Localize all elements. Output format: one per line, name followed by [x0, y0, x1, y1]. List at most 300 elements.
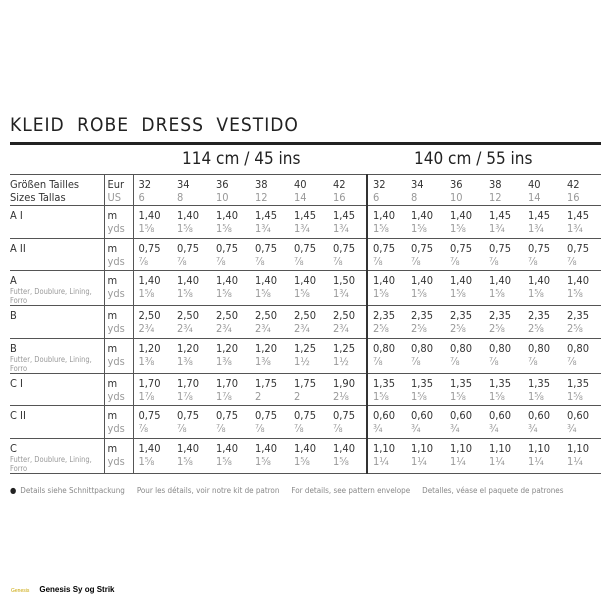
yards-value: 10 [450, 191, 463, 204]
yards-value: 8 [411, 191, 418, 204]
meters-value: 2,35 [411, 309, 434, 322]
yards-value: ⅞ [567, 354, 577, 368]
meters-value: 2,50 [333, 309, 356, 322]
yards-value: 1⅝ [216, 454, 232, 468]
meters-value: 0,75 [294, 241, 317, 255]
yards-value: 1⅝ [450, 287, 466, 300]
yardage-cell [562, 306, 601, 339]
text: Futter, Doublure, Lining, Forro [10, 287, 92, 305]
yardage-cell [406, 206, 445, 239]
size-column [523, 175, 562, 206]
table-row [10, 338, 601, 373]
yardage-cell [289, 238, 328, 271]
yardage-cell [133, 271, 172, 306]
yards-value: 2¾ [177, 322, 193, 335]
yards-value: 2⅝ [373, 322, 389, 335]
yardage-cell [250, 438, 289, 473]
yards-value: 1⅞ [138, 389, 155, 403]
meters-value: 0,80 [567, 341, 590, 355]
yardage-cell [133, 373, 172, 406]
yards-value: ⅞ [177, 422, 187, 435]
meters-value: 0,80 [411, 341, 434, 355]
meters-value: 2,50 [216, 309, 239, 322]
meters-value: 1,45 [333, 209, 356, 222]
yards-value: ⅞ [255, 254, 265, 268]
yards-value: yds [107, 389, 125, 403]
yards-value: ⅞ [450, 254, 460, 268]
yardage-cell [250, 338, 289, 373]
meters-value: 1,40 [489, 274, 512, 287]
yards-value: ⅞ [333, 422, 343, 435]
yardage-cell [406, 373, 445, 406]
meters-value: 36 [450, 178, 463, 191]
yardage-cell [484, 206, 523, 239]
meters-value: 1,35 [450, 376, 473, 390]
meters-value: m [107, 376, 118, 390]
yardage-cell [250, 373, 289, 406]
yardage-cell [445, 373, 484, 406]
yards-value: 1⅝ [177, 454, 193, 468]
yards-value: ¾ [411, 422, 421, 435]
yards-value: 1¼ [567, 454, 583, 468]
yards-value: 2⅝ [450, 322, 466, 335]
meters-value: 0,75 [294, 409, 317, 422]
yardage-cell [172, 306, 211, 339]
yards-value: 16 [333, 191, 346, 204]
meters-value: 1,10 [489, 441, 512, 455]
yardage-cell [172, 238, 211, 271]
meters-value: 1,40 [216, 441, 239, 455]
yards-value: 1¾ [567, 222, 583, 235]
meters-value: 36 [216, 178, 229, 191]
meters-value: 1,50 [333, 274, 356, 287]
meters-value: 0,60 [373, 409, 396, 422]
meters-value: 0,75 [567, 241, 590, 255]
meters-value: 0,75 [411, 241, 434, 255]
yards-value: 1⅝ [138, 287, 155, 300]
yards-value: 1¾ [528, 222, 544, 235]
size-column [445, 175, 484, 206]
footnote: ● Details siehe Schnittpackung Pour les détails, voir notre kit de patron For details, see pattern envelope Detalles, véase el paquete de patrones [10, 486, 564, 495]
yards-value: 1⅞ [177, 389, 193, 403]
yards-value: 1¼ [411, 454, 427, 468]
yardage-cell [133, 338, 172, 373]
yards-value: 1¼ [489, 454, 505, 468]
yardage-cell [445, 238, 484, 271]
yards-value: 1⅜ [138, 354, 155, 368]
size-column [367, 175, 406, 206]
meters-value: A I [10, 209, 23, 222]
yards-value: yds [107, 222, 125, 235]
text: Futter, Doublure, Lining, Forro [10, 354, 92, 373]
yards-value: 1⅝ [255, 454, 271, 468]
meters-value: 0,75 [255, 241, 278, 255]
view-label [10, 338, 104, 373]
yards-value: ⅞ [411, 354, 421, 368]
yards-value: ⅞ [411, 254, 421, 268]
yards-value: 1⅝ [138, 454, 155, 468]
size-column [484, 175, 523, 206]
yardage-cell [328, 406, 367, 439]
yards-value: ⅞ [567, 254, 577, 268]
yards-value: ⅞ [255, 422, 265, 435]
meters-value: 1,40 [177, 209, 200, 222]
yards-value: 1⅝ [138, 222, 155, 235]
yards-value: 1⅝ [216, 287, 232, 300]
view-label [10, 438, 104, 473]
yards-value: 2¾ [294, 322, 310, 335]
meters-value: 40 [528, 178, 541, 191]
units [104, 238, 133, 271]
yardage-cell [211, 206, 250, 239]
yards-value: ⅞ [294, 254, 304, 268]
yardage-cell [523, 306, 562, 339]
meters-value: 1,40 [373, 274, 396, 287]
yards-value: 1⅝ [567, 287, 583, 300]
yards-value: 1½ [333, 354, 349, 368]
meters-value: 1,35 [489, 376, 512, 390]
yards-value: ⅞ [294, 422, 304, 435]
yards-value: ⅞ [216, 254, 226, 268]
yardage-cell [328, 238, 367, 271]
yardage-cell [406, 238, 445, 271]
size-column [211, 175, 250, 206]
yards-value: 1⅜ [216, 354, 232, 368]
yards-value: 1¾ [489, 222, 505, 235]
yards-value: ⅞ [138, 254, 149, 268]
yards-value: ⅞ [216, 422, 226, 435]
yardage-cell [250, 206, 289, 239]
meters-value: 0,80 [489, 341, 512, 355]
yardage-cell [484, 406, 523, 439]
yardage-cell [406, 438, 445, 473]
yards-value: 10 [216, 191, 229, 204]
units [104, 406, 133, 439]
meters-value: 0,75 [216, 241, 239, 255]
meters-value: 1,40 [373, 209, 396, 222]
yards-value: ⅞ [489, 254, 499, 268]
meters-value: 42 [333, 178, 346, 191]
meters-value: 40 [294, 178, 307, 191]
yardage-cell [250, 271, 289, 306]
yards-value: 1⅝ [411, 287, 427, 300]
yardage-cell [523, 206, 562, 239]
meters-value: 0,75 [138, 241, 161, 255]
yards-value: yds [107, 354, 125, 368]
brand-footer [11, 585, 114, 594]
yards-value: 1½ [294, 354, 310, 368]
meters-value: m [107, 274, 118, 287]
meters-value: 32 [373, 178, 386, 191]
meters-value: 1,35 [528, 376, 551, 390]
yards-value: 1⅝ [294, 454, 310, 468]
yardage-cell [289, 306, 328, 339]
meters-value: 1,40 [138, 274, 161, 287]
yards-value: ¾ [528, 422, 538, 435]
yardage-cell [406, 306, 445, 339]
meters-value: 1,70 [216, 376, 239, 390]
meters-value: 1,75 [255, 376, 278, 390]
yards-value: 14 [294, 191, 307, 204]
yards-value: ⅞ [373, 354, 383, 368]
meters-value: Größen Tailles [10, 178, 80, 191]
yardage-cell [562, 438, 601, 473]
brand-logo: Genesis [11, 588, 30, 594]
yards-value: yds [107, 287, 125, 300]
meters-value: 0,75 [255, 409, 278, 422]
units [104, 438, 133, 473]
meters-value: 1,25 [294, 341, 317, 355]
meters-value: 1,45 [294, 209, 317, 222]
meters-value: B [10, 309, 17, 322]
meters-value: 1,45 [489, 209, 512, 222]
yardage-cell [484, 238, 523, 271]
yards-value: 1⅝ [177, 287, 193, 300]
yards-value: 2 [255, 389, 262, 403]
meters-value: m [107, 409, 118, 422]
yardage-cell [133, 406, 172, 439]
yards-value: ¾ [450, 422, 460, 435]
meters-value: 0,80 [450, 341, 473, 355]
yardage-cell [367, 238, 406, 271]
meters-value: 1,20 [255, 341, 278, 355]
view-label [10, 271, 104, 306]
yardage-cell [562, 238, 601, 271]
meters-value: 34 [177, 178, 190, 191]
meters-value: 1,90 [333, 376, 356, 390]
yardage-cell [523, 238, 562, 271]
meters-value: 2,35 [450, 309, 473, 322]
yardage-cell [484, 306, 523, 339]
yardage-cell [328, 206, 367, 239]
size-column [172, 175, 211, 206]
meters-value: 1,10 [528, 441, 551, 455]
meters-value: 2,50 [138, 309, 161, 322]
meters-value: 1,40 [567, 274, 590, 287]
yardage-cell [562, 373, 601, 406]
meters-value: 1,40 [450, 274, 473, 287]
yardage-cell [289, 206, 328, 239]
meters-value: 0,80 [373, 341, 396, 355]
yards-value: 1⅝ [450, 389, 466, 403]
yards-value: ⅞ [138, 422, 149, 435]
meters-value: 1,10 [567, 441, 590, 455]
view-label [10, 406, 104, 439]
meters-value: 0,80 [528, 341, 551, 355]
yardage-cell [406, 338, 445, 373]
yardage-cell [367, 271, 406, 306]
meters-value: 0,75 [216, 409, 239, 422]
meters-value: 2,35 [373, 309, 396, 322]
yardage-cell [562, 206, 601, 239]
view-label [10, 206, 104, 239]
meters-value: 2,50 [255, 309, 278, 322]
yards-value: 2¾ [333, 322, 349, 335]
meters-value: 0,75 [177, 241, 200, 255]
size-column [328, 175, 367, 206]
units [104, 271, 133, 306]
meters-value: 1,40 [216, 274, 239, 287]
yardage-cell [406, 271, 445, 306]
yards-value: 2⅛ [333, 389, 349, 403]
yards-value: 1⅝ [411, 222, 427, 235]
yardage-cell [367, 338, 406, 373]
yardage-cell [367, 406, 406, 439]
meters-value: 1,10 [373, 441, 396, 455]
yards-value: 1⅜ [177, 354, 193, 368]
yardage-cell [328, 438, 367, 473]
yardage-cell [133, 206, 172, 239]
view-label [10, 238, 104, 271]
yards-value: 6 [373, 191, 380, 204]
meters-value: 1,40 [294, 274, 317, 287]
meters-value: 1,40 [177, 441, 200, 455]
meters-value: 0,60 [411, 409, 434, 422]
title-rule [10, 142, 601, 145]
meters-value: 2,35 [528, 309, 551, 322]
meters-value: 1,25 [333, 341, 356, 355]
meters-value: 1,40 [411, 274, 434, 287]
units [104, 206, 133, 239]
yardage-cell [211, 238, 250, 271]
yards-value: 12 [255, 191, 268, 204]
meters-value: 42 [567, 178, 580, 191]
yards-value: 1⅝ [177, 222, 193, 235]
meters-value: 1,70 [177, 376, 200, 390]
meters-value: 1,40 [528, 274, 551, 287]
units [104, 306, 133, 339]
yards-value: 1¾ [294, 222, 310, 235]
table-row [10, 438, 601, 473]
yards-value: 2⅝ [528, 322, 544, 335]
yardage-cell [289, 338, 328, 373]
yardage-cell [211, 271, 250, 306]
yardage-cell [289, 438, 328, 473]
yards-value: 1⅝ [528, 287, 544, 300]
yardage-cell [406, 406, 445, 439]
yardage-cell [289, 271, 328, 306]
yardage-cell [562, 338, 601, 373]
yardage-cell [445, 438, 484, 473]
yardage-cell [445, 206, 484, 239]
yardage-cell [523, 406, 562, 439]
meters-value: A [10, 274, 17, 287]
meters-value: 1,35 [411, 376, 434, 390]
table-row [10, 271, 601, 306]
yards-value: 1⅝ [567, 389, 583, 403]
meters-value: 1,45 [255, 209, 278, 222]
meters-value: 1,40 [255, 274, 278, 287]
yards-value: yds [107, 254, 125, 268]
size-column [562, 175, 601, 206]
yards-value: 2¾ [138, 322, 155, 335]
meters-value: 2,35 [489, 309, 512, 322]
yardage-cell [523, 271, 562, 306]
yards-value: US [107, 191, 122, 204]
yardage-cell [211, 306, 250, 339]
yards-value: 12 [489, 191, 502, 204]
yardage-cell [328, 306, 367, 339]
meters-value: C I [10, 376, 23, 390]
yards-value: 8 [177, 191, 184, 204]
yards-value: ⅞ [333, 254, 343, 268]
meters-value: 1,40 [138, 441, 161, 455]
size-column [250, 175, 289, 206]
yardage-cell [289, 373, 328, 406]
units [104, 338, 133, 373]
yardage-cell [484, 271, 523, 306]
meters-value: A II [10, 241, 26, 255]
meters-value: 32 [138, 178, 152, 191]
yardage-cell [445, 338, 484, 373]
table-row [10, 406, 601, 439]
size-header-row [10, 175, 601, 206]
meters-value: B [10, 341, 17, 355]
meters-value: 1,10 [450, 441, 473, 455]
text: Futter, Doublure, Lining, Forro [10, 454, 92, 473]
meters-value: m [107, 309, 118, 322]
yardage-cell [133, 438, 172, 473]
meters-value: 0,75 [373, 241, 396, 255]
yardage-cell [172, 271, 211, 306]
meters-value: 0,75 [489, 241, 512, 255]
meters-value: 34 [411, 178, 424, 191]
yards-value: 1⅝ [216, 222, 232, 235]
meters-value: 2,50 [294, 309, 317, 322]
yardage-cell [367, 438, 406, 473]
meters-value: 2,35 [567, 309, 590, 322]
meters-value: 1,70 [138, 376, 161, 390]
meters-value: 1,75 [294, 376, 317, 390]
yards-value: ¾ [567, 422, 577, 435]
yardage-cell [172, 206, 211, 239]
yards-value: ¾ [489, 422, 499, 435]
yardage-cell [523, 338, 562, 373]
meters-value: 0,75 [450, 241, 473, 255]
yards-value: 2⅝ [489, 322, 505, 335]
meters-value: 1,35 [373, 376, 396, 390]
yards-value: 1⅜ [255, 354, 271, 368]
yards-value: 1¾ [333, 287, 349, 300]
page-title: KLEID ROBE DRESS VESTIDO [10, 114, 299, 136]
meters-value: 2,50 [177, 309, 200, 322]
yards-value: 2¾ [255, 322, 271, 335]
yards-value: 6 [138, 191, 145, 204]
yardage-cell [172, 406, 211, 439]
yardage-cell [133, 306, 172, 339]
size-system [104, 175, 133, 206]
meters-value: m [107, 341, 118, 355]
brand-name: Genesis Sy og Strik [39, 585, 115, 594]
view-label [10, 306, 104, 339]
table-row [10, 373, 601, 406]
yardage-cell [211, 338, 250, 373]
meters-value: 1,40 [450, 209, 473, 222]
yardage-cell [523, 438, 562, 473]
meters-value: 0,75 [333, 241, 356, 255]
yardage-cell [445, 306, 484, 339]
meters-value: m [107, 241, 118, 255]
size-column [133, 175, 172, 206]
yards-value: 2¾ [216, 322, 232, 335]
yardage-cell [211, 406, 250, 439]
meters-value: 38 [489, 178, 502, 191]
yardage-table [10, 174, 601, 474]
meters-value: m [107, 441, 118, 455]
meters-value: 1,40 [177, 274, 200, 287]
meters-value: 38 [255, 178, 268, 191]
meters-value: 0,75 [138, 409, 161, 422]
